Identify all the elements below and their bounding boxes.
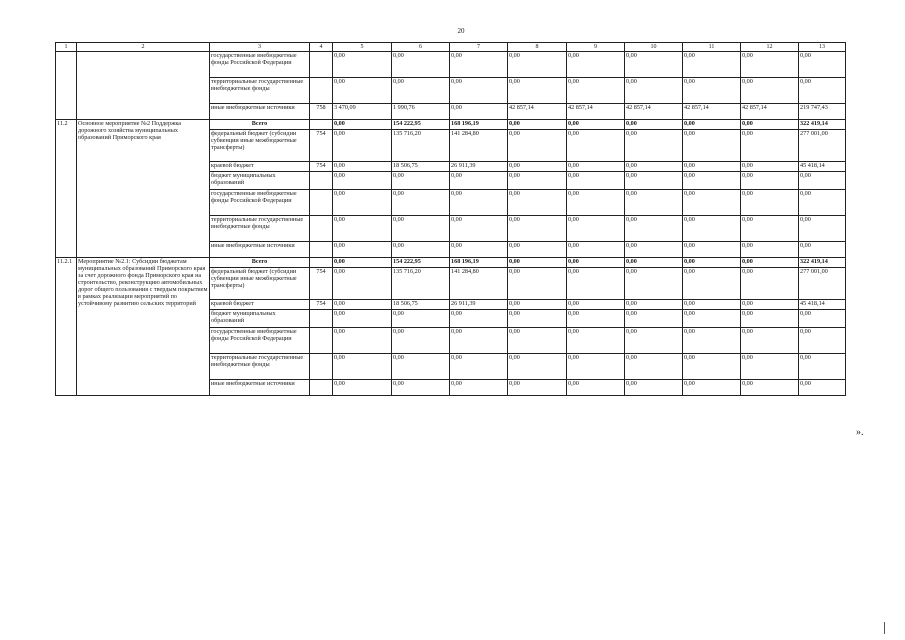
funding-source: иные внебюджетные источники (210, 380, 310, 396)
amount-cell: 0,00 (567, 354, 625, 380)
amount-cell: 0,00 (333, 52, 392, 78)
amount-cell: 0,00 (799, 216, 846, 242)
amount-cell: 0,00 (508, 120, 567, 130)
amount-cell: 0,00 (741, 242, 799, 258)
amount-cell: 0,00 (567, 120, 625, 130)
amount-cell: 0,00 (333, 120, 392, 130)
grbs-code: 754 (310, 300, 333, 310)
grbs-code (310, 190, 333, 216)
grbs-code (310, 380, 333, 396)
amount-cell: 0,00 (450, 52, 508, 78)
amount-cell: 0,00 (741, 258, 799, 268)
amount-cell: 0,00 (392, 78, 450, 104)
column-number-row (56, 43, 846, 52)
amount-cell: 0,00 (333, 258, 392, 268)
amount-cell: 0,00 (333, 328, 392, 354)
page-number: 20 (457, 27, 465, 35)
amount-cell: 0,00 (392, 310, 450, 328)
amount-cell: 0,00 (333, 78, 392, 104)
amount-cell: 0,00 (450, 354, 508, 380)
amount-cell: 0,00 (683, 328, 741, 354)
amount-cell: 0,00 (508, 310, 567, 328)
grbs-code: 754 (310, 268, 333, 300)
amount-cell: 0,00 (625, 216, 683, 242)
column-number: 7 (450, 43, 508, 52)
amount-cell: 0,00 (450, 216, 508, 242)
amount-cell: 0,00 (450, 172, 508, 190)
funding-source: краевой бюджет (210, 300, 310, 310)
amount-cell: 0,00 (567, 310, 625, 328)
amount-cell: 0,00 (450, 242, 508, 258)
amount-cell: 0,00 (741, 216, 799, 242)
amount-cell: 0,00 (567, 380, 625, 396)
amount-cell: 0,00 (683, 268, 741, 300)
amount-cell: 135 716,20 (392, 130, 450, 162)
amount-cell: 0,00 (799, 328, 846, 354)
amount-cell: 0,00 (450, 310, 508, 328)
table-row (56, 52, 846, 78)
amount-cell: 18 506,75 (392, 162, 450, 172)
amount-cell: 0,00 (333, 300, 392, 310)
activity-name-cell (77, 52, 210, 120)
amount-cell: 0,00 (333, 268, 392, 300)
funding-source: территориальные государственные внебюджетные фонды (210, 354, 310, 380)
amount-cell: 0,00 (625, 162, 683, 172)
grbs-code (310, 172, 333, 190)
amount-cell: 0,00 (683, 162, 741, 172)
table-row (56, 120, 846, 130)
amount-cell: 322 419,14 (799, 258, 846, 268)
amount-cell: 1 990,76 (392, 104, 450, 120)
grbs-code (310, 120, 333, 130)
amount-cell: 0,00 (508, 190, 567, 216)
amount-cell: 0,00 (508, 300, 567, 310)
amount-cell: 26 911,39 (450, 300, 508, 310)
amount-cell: 0,00 (683, 354, 741, 380)
amount-cell: 0,00 (392, 190, 450, 216)
amount-cell: 0,00 (799, 310, 846, 328)
amount-cell: 0,00 (567, 78, 625, 104)
amount-cell: 0,00 (625, 120, 683, 130)
amount-cell: 0,00 (450, 328, 508, 354)
amount-cell: 0,00 (741, 172, 799, 190)
amount-cell: 0,00 (741, 328, 799, 354)
amount-cell: 0,00 (567, 242, 625, 258)
amount-cell: 0,00 (741, 190, 799, 216)
amount-cell: 0,00 (625, 300, 683, 310)
grbs-code (310, 328, 333, 354)
amount-cell: 3 470,09 (333, 104, 392, 120)
amount-cell: 0,00 (683, 78, 741, 104)
amount-cell: 42 857,14 (625, 104, 683, 120)
amount-cell: 0,00 (683, 190, 741, 216)
amount-cell: 18 506,75 (392, 300, 450, 310)
amount-cell: 0,00 (508, 328, 567, 354)
amount-cell: 0,00 (567, 258, 625, 268)
column-number: 10 (625, 43, 683, 52)
funding-source: федеральный бюджет (субсидии субвенции иные межбюджетные трансферты) (210, 130, 310, 162)
amount-cell: 0,00 (799, 380, 846, 396)
amount-cell: 141 284,80 (450, 130, 508, 162)
amount-cell: 154 222,95 (392, 120, 450, 130)
amount-cell: 168 196,19 (450, 258, 508, 268)
activity-name: Основное мероприятие №2 Поддержка дорожного хозяйства муниципальных образований Приморского края (77, 120, 210, 258)
amount-cell: 0,00 (333, 354, 392, 380)
amount-cell: 0,00 (683, 120, 741, 130)
grbs-code: 754 (310, 162, 333, 172)
amount-cell: 0,00 (392, 172, 450, 190)
amount-cell: 0,00 (450, 104, 508, 120)
amount-cell: 42 857,14 (567, 104, 625, 120)
amount-cell: 0,00 (333, 310, 392, 328)
grbs-code (310, 242, 333, 258)
amount-cell: 0,00 (741, 120, 799, 130)
column-number: 3 (210, 43, 310, 52)
amount-cell: 0,00 (799, 172, 846, 190)
funding-source: иные внебюджетные источники (210, 104, 310, 120)
funding-source: Всего (210, 258, 310, 268)
amount-cell: 0,00 (799, 52, 846, 78)
grbs-code (310, 258, 333, 268)
amount-cell: 0,00 (625, 258, 683, 268)
amount-cell: 0,00 (508, 258, 567, 268)
amount-cell: 0,00 (683, 310, 741, 328)
amount-cell: 322 419,14 (799, 120, 846, 130)
amount-cell: 42 857,14 (741, 104, 799, 120)
amount-cell: 0,00 (625, 130, 683, 162)
scan-edge-mark (884, 622, 885, 634)
amount-cell: 45 418,14 (799, 162, 846, 172)
amount-cell: 0,00 (508, 162, 567, 172)
amount-cell: 0,00 (450, 78, 508, 104)
amount-cell: 154 222,95 (392, 258, 450, 268)
amount-cell: 0,00 (392, 242, 450, 258)
amount-cell: 0,00 (683, 216, 741, 242)
amount-cell: 0,00 (392, 328, 450, 354)
amount-cell: 0,00 (567, 190, 625, 216)
amount-cell: 45 418,14 (799, 300, 846, 310)
column-number: 8 (508, 43, 567, 52)
funding-source: государственные внебюджетные фонды Российской Федерации (210, 328, 310, 354)
amount-cell: 0,00 (333, 172, 392, 190)
funding-source: бюджет муниципальных образований (210, 172, 310, 190)
funding-source: государственные внебюджетные фонды Российской Федерации (210, 52, 310, 78)
amount-cell: 0,00 (567, 268, 625, 300)
grbs-code (310, 52, 333, 78)
amount-cell: 0,00 (799, 242, 846, 258)
amount-cell: 0,00 (683, 300, 741, 310)
amount-cell: 0,00 (392, 216, 450, 242)
grbs-code (310, 78, 333, 104)
grbs-code (310, 216, 333, 242)
amount-cell: 0,00 (741, 380, 799, 396)
funding-source: бюджет муниципальных образований (210, 310, 310, 328)
column-number: 6 (392, 43, 450, 52)
amount-cell: 0,00 (741, 300, 799, 310)
amount-cell: 0,00 (625, 268, 683, 300)
amount-cell: 135 716,20 (392, 268, 450, 300)
amount-cell: 42 857,14 (683, 104, 741, 120)
amount-cell: 0,00 (567, 328, 625, 354)
amount-cell: 0,00 (508, 216, 567, 242)
activity-code: 11.2 (56, 120, 77, 258)
column-number: 2 (77, 43, 210, 52)
amount-cell: 0,00 (450, 190, 508, 216)
amount-cell: 0,00 (625, 380, 683, 396)
amount-cell: 0,00 (741, 354, 799, 380)
amount-cell: 0,00 (625, 310, 683, 328)
column-number: 13 (799, 43, 846, 52)
amount-cell: 0,00 (392, 52, 450, 78)
amount-cell: 0,00 (741, 130, 799, 162)
amount-cell: 0,00 (333, 380, 392, 396)
amount-cell: 0,00 (683, 172, 741, 190)
amount-cell: 0,00 (450, 380, 508, 396)
amount-cell: 0,00 (567, 130, 625, 162)
amount-cell: 0,00 (333, 190, 392, 216)
amount-cell: 0,00 (625, 52, 683, 78)
amount-cell: 0,00 (741, 52, 799, 78)
budget-table (55, 42, 846, 396)
funding-source: федеральный бюджет (субсидии субвенции иные межбюджетные трансферты) (210, 268, 310, 300)
amount-cell: 0,00 (625, 172, 683, 190)
amount-cell: 0,00 (508, 130, 567, 162)
amount-cell: 0,00 (567, 162, 625, 172)
amount-cell: 0,00 (625, 242, 683, 258)
amount-cell: 0,00 (508, 172, 567, 190)
grbs-code (310, 310, 333, 328)
amount-cell: 0,00 (333, 130, 392, 162)
amount-cell: 42 857,14 (508, 104, 567, 120)
amount-cell: 0,00 (508, 354, 567, 380)
funding-source: иные внебюджетные источники (210, 242, 310, 258)
funding-source: Всего (210, 120, 310, 130)
amount-cell: 26 911,39 (450, 162, 508, 172)
amount-cell: 0,00 (741, 162, 799, 172)
amount-cell: 0,00 (508, 78, 567, 104)
amount-cell: 0,00 (683, 130, 741, 162)
amount-cell: 219 747,43 (799, 104, 846, 120)
amount-cell: 0,00 (741, 78, 799, 104)
grbs-code: 754 (310, 130, 333, 162)
amount-cell: 0,00 (567, 300, 625, 310)
amount-cell: 0,00 (741, 268, 799, 300)
amount-cell: 0,00 (567, 216, 625, 242)
amount-cell: 0,00 (508, 268, 567, 300)
amount-cell: 0,00 (683, 242, 741, 258)
funding-source: территориальные государственные внебюджетные фонды (210, 78, 310, 104)
amount-cell: 0,00 (508, 242, 567, 258)
amount-cell: 0,00 (508, 52, 567, 78)
grbs-code (310, 354, 333, 380)
activity-code-cell (56, 52, 77, 120)
amount-cell: 0,00 (392, 354, 450, 380)
amount-cell: 0,00 (392, 380, 450, 396)
amount-cell: 277 001,00 (799, 130, 846, 162)
column-number: 11 (683, 43, 741, 52)
amount-cell: 0,00 (683, 380, 741, 396)
amount-cell: 0,00 (567, 52, 625, 78)
activity-code: 11.2.1 (56, 258, 77, 396)
funding-source: краевой бюджет (210, 162, 310, 172)
amount-cell: 0,00 (333, 216, 392, 242)
amount-cell: 277 001,00 (799, 268, 846, 300)
amount-cell: 0,00 (741, 310, 799, 328)
column-number: 4 (310, 43, 333, 52)
amount-cell: 141 284,80 (450, 268, 508, 300)
amount-cell: 0,00 (625, 328, 683, 354)
amount-cell: 0,00 (799, 78, 846, 104)
amount-cell: 0,00 (508, 380, 567, 396)
table-row (56, 258, 846, 268)
amount-cell: 0,00 (625, 190, 683, 216)
amount-cell: 0,00 (333, 242, 392, 258)
funding-source: государственные внебюджетные фонды Российской Федерации (210, 190, 310, 216)
closing-quote: ». (856, 427, 864, 438)
column-number: 1 (56, 43, 77, 52)
amount-cell: 0,00 (799, 190, 846, 216)
amount-cell: 0,00 (625, 78, 683, 104)
amount-cell: 0,00 (683, 52, 741, 78)
amount-cell: 0,00 (683, 258, 741, 268)
grbs-code: 758 (310, 104, 333, 120)
amount-cell: 0,00 (799, 354, 846, 380)
amount-cell: 0,00 (567, 172, 625, 190)
activity-name: Мероприятие №2.1: Субсидии бюджетам муниципальных образований Приморского края за счет дорожного фонда Приморского края на строительство, реконструкцию автомобильных дорог общего пользования с твердым покрытием в рамках реализации мероприятий по устойчивому развитию сельских территорий (77, 258, 210, 396)
amount-cell: 0,00 (333, 162, 392, 172)
amount-cell: 0,00 (625, 354, 683, 380)
amount-cell: 168 196,19 (450, 120, 508, 130)
funding-source: территориальные государственные внебюджетные фонды (210, 216, 310, 242)
column-number: 12 (741, 43, 799, 52)
column-number: 9 (567, 43, 625, 52)
column-number: 5 (333, 43, 392, 52)
